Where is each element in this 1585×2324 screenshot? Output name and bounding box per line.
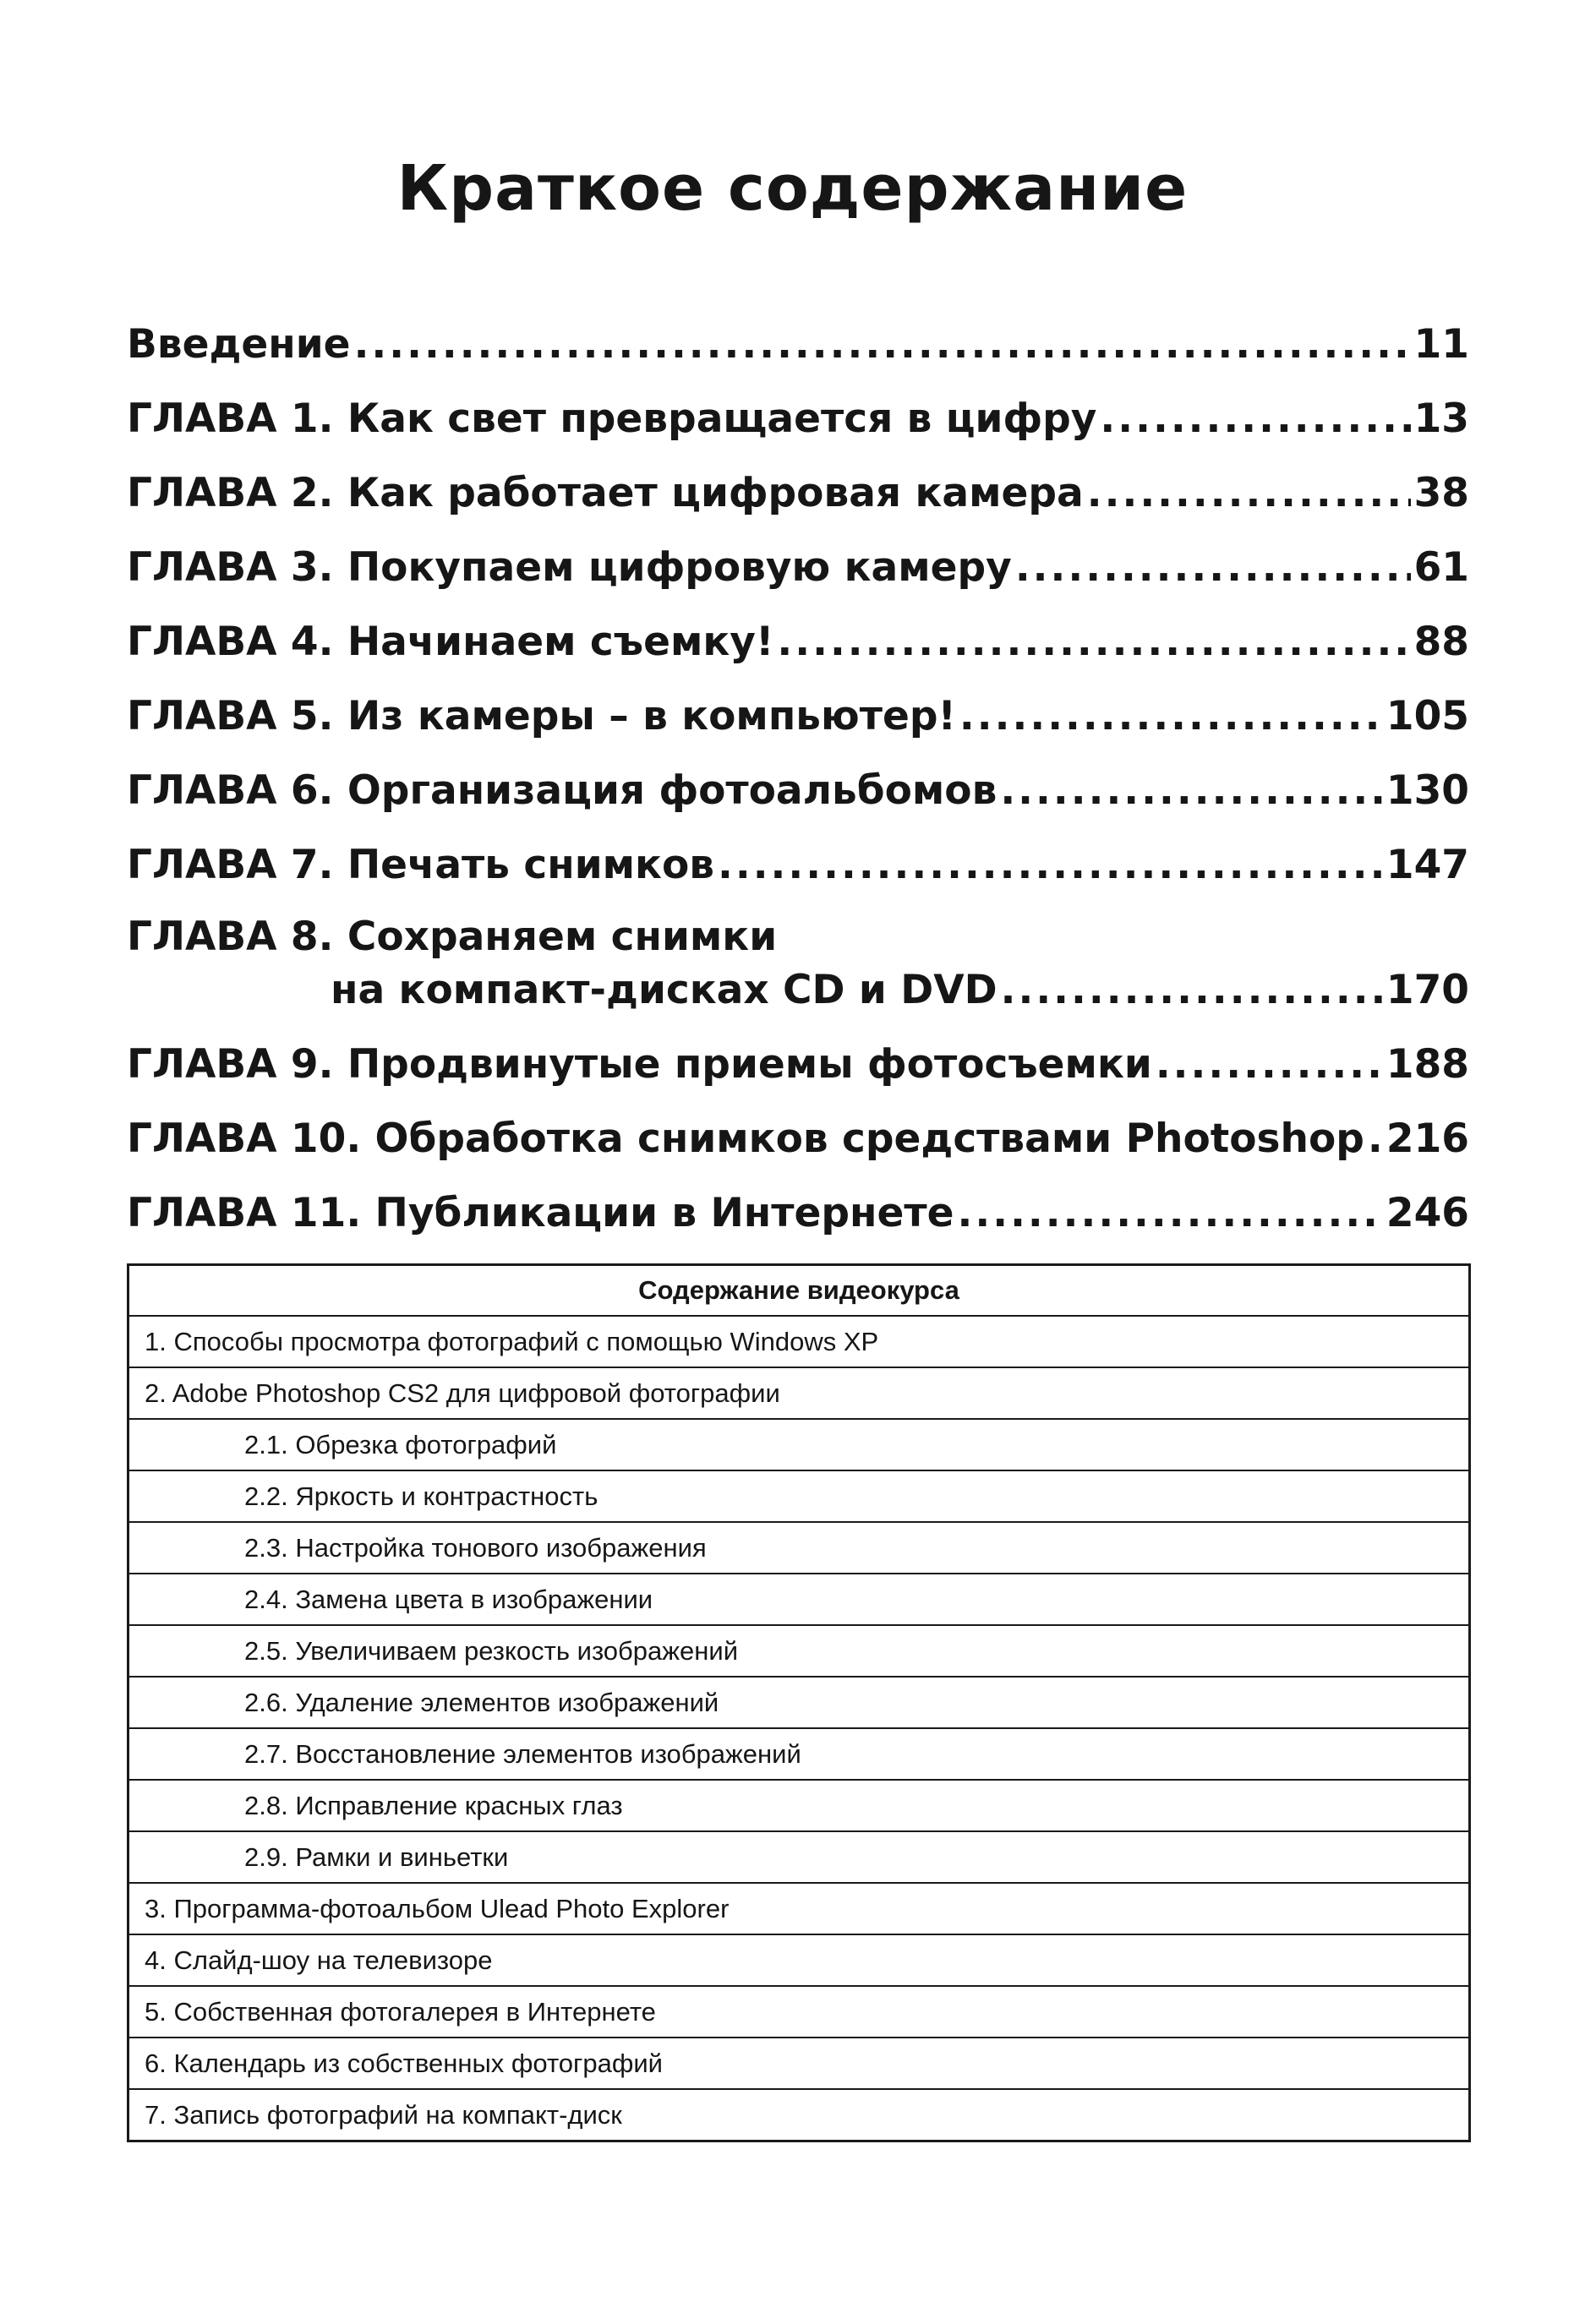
toc-entry-page: 38 (1413, 470, 1469, 516)
video-item-text: 2.9. Рамки и виньетки (244, 1841, 509, 1872)
video-item[interactable] (129, 1882, 1468, 1934)
toc-entry-page: 130 (1386, 767, 1469, 814)
video-item-text: 2.7. Восстановление элементов изображений (244, 1738, 801, 1769)
video-course-title (129, 1266, 1468, 1315)
toc-entry-chapter-11[interactable] (127, 1159, 1469, 1236)
video-item-text: 2.4. Замена цвета в изображении (244, 1584, 653, 1614)
video-item-text: 2.3. Настройка тонового изображения (244, 1532, 707, 1563)
toc-entry-page: 11 (1413, 321, 1469, 368)
video-item-text: 6. Календарь из собственных фотографий (145, 2048, 663, 2078)
dot-leader (718, 845, 1383, 885)
toc-entry-label: ГЛАВА 9. Продвинутые приемы фотосъемки (127, 1041, 1152, 1088)
dot-leader (354, 325, 1411, 364)
video-item-text: 4. Слайд-шоу на телевизоре (145, 1945, 493, 1975)
dot-leader (1000, 771, 1383, 810)
toc-entry-label: ГЛАВА 5. Из камеры – в компьютер! (127, 693, 956, 739)
toc-entry-chapter-7[interactable] (127, 810, 1469, 888)
video-subitem[interactable] (129, 1573, 1468, 1624)
video-subitem[interactable] (129, 1830, 1468, 1882)
dot-leader (1100, 399, 1410, 439)
video-item[interactable] (129, 1934, 1468, 1985)
toc-entry-chapter-9[interactable] (127, 1010, 1469, 1088)
video-item[interactable] (129, 2037, 1468, 2088)
video-subitem[interactable] (129, 1779, 1468, 1830)
video-item[interactable] (129, 1367, 1468, 1418)
toc-entry-chapter-3[interactable] (127, 513, 1469, 591)
toc-entry-page: 170 (1386, 967, 1469, 1013)
video-item-text: 5. Собственная фотогалерея в Интернете (145, 1996, 656, 2027)
video-subitem[interactable] (129, 1418, 1468, 1470)
toc-entry-page: 105 (1386, 693, 1469, 739)
toc-entry-label-continued: на компакт-дисках CD и DVD (331, 967, 997, 1013)
video-item-text: 3. Программа-фотоальбом Ulead Photo Explorer (145, 1893, 730, 1923)
dot-leader (1087, 473, 1411, 513)
video-subitem[interactable] (129, 1624, 1468, 1676)
video-item-text: 1. Способы просмотра фотографий с помощью Windows XP (145, 1326, 879, 1356)
toc-entry-chapter-5[interactable] (127, 662, 1469, 739)
toc-entry-second-line (127, 967, 1469, 1013)
video-subitem[interactable] (129, 1676, 1468, 1727)
video-course-table (127, 1263, 1471, 2142)
toc-entry-label: ГЛАВА 10. Обработка снимков средствами Photoshop (127, 1116, 1364, 1162)
toc-entry-introduction[interactable] (127, 290, 1469, 368)
toc-entry-page: 61 (1413, 544, 1469, 591)
video-subitem[interactable] (129, 1521, 1468, 1573)
toc-entry-page: 88 (1413, 619, 1469, 665)
toc-entry-label: ГЛАВА 7. Печать снимков (127, 842, 714, 888)
dot-leader (1015, 548, 1411, 587)
dot-leader (1156, 1045, 1383, 1084)
toc-entry-label: Введение (127, 321, 351, 368)
video-item[interactable] (129, 1985, 1468, 2037)
toc-entry-label: ГЛАВА 3. Покупаем цифровую камеру (127, 544, 1012, 591)
toc-entry-chapter-10[interactable] (127, 1084, 1469, 1162)
video-item[interactable] (129, 2088, 1468, 2140)
toc-entry-page: 188 (1386, 1041, 1469, 1088)
toc-entry-label: ГЛАВА 4. Начинаем съемку! (127, 619, 774, 665)
video-item-text: 2.5. Увеличиваем резкость изображений (244, 1635, 739, 1666)
dot-leader (958, 1193, 1383, 1233)
toc-entry-chapter-8[interactable] (127, 885, 1469, 1013)
dot-leader (777, 622, 1410, 662)
video-item[interactable] (129, 1315, 1468, 1367)
toc-entry-label: ГЛАВА 2. Как работает цифровая камера (127, 470, 1084, 516)
toc-entry-page: 13 (1413, 396, 1469, 442)
video-subitem[interactable] (129, 1470, 1468, 1521)
dot-leader (959, 696, 1383, 736)
toc-entry-page: 246 (1386, 1190, 1469, 1236)
dot-leader (1001, 970, 1383, 1010)
video-item-text: 2.2. Яркость и контрастность (244, 1481, 598, 1511)
dot-leader (1368, 1119, 1383, 1159)
video-item-text: 7. Запись фотографий на компакт-диск (145, 2099, 622, 2130)
video-subitem[interactable] (129, 1727, 1468, 1779)
toc-entry-label: ГЛАВА 11. Публикации в Интернете (127, 1190, 954, 1236)
page-title: Краткое содержание (396, 152, 1189, 225)
toc-entry-chapter-2[interactable] (127, 439, 1469, 516)
video-item-text: 2.8. Исправление красных глаз (244, 1790, 623, 1820)
toc-entry-page: 216 (1386, 1116, 1469, 1162)
video-item-text: 2.6. Удаление элементов изображений (244, 1687, 719, 1717)
toc-entry-page: 147 (1386, 842, 1469, 888)
toc-entry-label: ГЛАВА 8. Сохраняем снимки (127, 914, 778, 960)
video-course-title-text: Содержание видеокурса (638, 1275, 959, 1305)
toc-entry-chapter-1[interactable] (127, 364, 1469, 442)
video-item-text: 2. Adobe Photoshop CS2 для цифровой фотографии (145, 1377, 780, 1408)
toc-entry-label: ГЛАВА 6. Организация фотоальбомов (127, 767, 997, 814)
table-of-contents (127, 290, 1469, 1236)
toc-entry-label: ГЛАВА 1. Как свет превращается в цифру (127, 396, 1097, 442)
video-item-text: 2.1. Обрезка фотографий (244, 1429, 557, 1459)
toc-entry-chapter-6[interactable] (127, 736, 1469, 814)
toc-entry-chapter-4[interactable] (127, 587, 1469, 665)
